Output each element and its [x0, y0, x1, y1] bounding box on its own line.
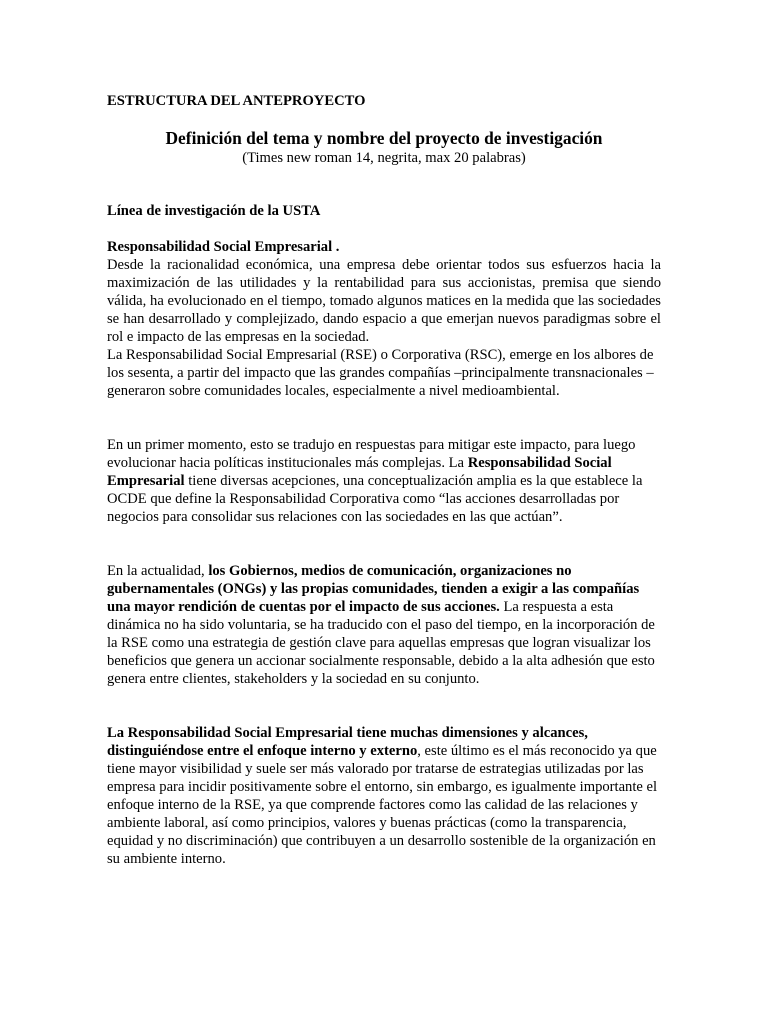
- paragraph-4-text-a: En la actualidad,: [107, 563, 209, 579]
- paragraph-4-bold: los Gobiernos, medios de comunicación, organizaciones no gubernamentales (ONGs) y las propias comunidades, tienden a exigir a las compañías una mayor rendición de cuentas por el impacto de sus acciones.: [107, 563, 640, 615]
- paragraph-3-text-c: tiene diversas acepciones, una conceptualización amplia es la que establece la OCDE que define la Responsabilidad Corporativa como “las acciones desarrolladas por negocios para consolidar sus relaciones con las sociedades en las que actúan”.: [107, 473, 643, 525]
- paragraph-4: [107, 562, 661, 688]
- title-block: [107, 127, 661, 167]
- rse-label: Responsabilidad Social Empresarial .: [107, 239, 340, 255]
- paragraph-4-text-c: La respuesta a esta dinámica no ha sido voluntaria, se ha traducido con el paso del tiempo, en la incorporación de la RSE como una estrategia de gestión clave para aquellas empresas que logran visualizar los beneficios que genera un accionar socialmente responsable, debido a la alta adhesión que esto genera entre clientes, stakeholders y la sociedad en su conjunto.: [107, 599, 655, 687]
- document-page: [107, 92, 661, 868]
- paragraph-1: Desde la racionalidad económica, una empresa debe orientar todos sus esfuerzos hacia la maximización de las utilidades y la rentabilidad para sus accionistas, premisa que siendo válida, ha evolucionado en el tiempo, tomado algunos matices en la medida que las sociedades se han desarrollado y complejizado, dando espacio a que emerjan nuevos paradigmas sobre el rol e impacto de las empresas en la sociedad.: [107, 257, 661, 345]
- document-heading: ESTRUCTURA DEL ANTEPROYECTO: [107, 93, 366, 109]
- paragraph-5-text-b: , este último es el más reconocido ya que tiene mayor visibilidad y suele ser más valorado por tratarse de estrategias utilizadas por las empresa para incidir positivamente sobre el entorno, sin embargo, es igualmente importante el enfoque interno de la RSE, ya que comprende factores como las calidad de las relaciones y ambiente laboral, así como principios, valores y buenas prácticas (como la transparencia, equidad y no discriminación) que contribuyen a un desarrollo sostenible de la organización en su ambiente interno.: [107, 743, 658, 867]
- paragraph-3-bold: Responsabilidad Social Empresarial: [107, 455, 612, 489]
- paragraph-5: [107, 724, 661, 868]
- research-line-label: Línea de investigación de la USTA: [107, 203, 321, 219]
- title-format-note: (Times new roman 14, negrita, max 20 palabras): [242, 150, 526, 166]
- paragraph-2: La Responsabilidad Social Empresarial (RSE) o Corporativa (RSC), emerge en los albores de los sesenta, a partir del impacto que las grandes compañías –principalmente transnacionales – generaron sobre comunidades locales, especialmente a nivel medioambiental.: [107, 347, 654, 399]
- paragraph-3: [107, 436, 661, 526]
- project-title: Definición del tema y nombre del proyecto de investigación: [165, 128, 603, 148]
- paragraph-3-text-a: En un primer momento, esto se tradujo en respuestas para mitigar este impacto, para luego evolucionar hacia políticas institucionales más complejas. La: [107, 437, 636, 471]
- paragraph-5-bold: La Responsabilidad Social Empresarial tiene muchas dimensiones y alcances, distinguiéndose entre el enfoque interno y externo: [107, 725, 588, 759]
